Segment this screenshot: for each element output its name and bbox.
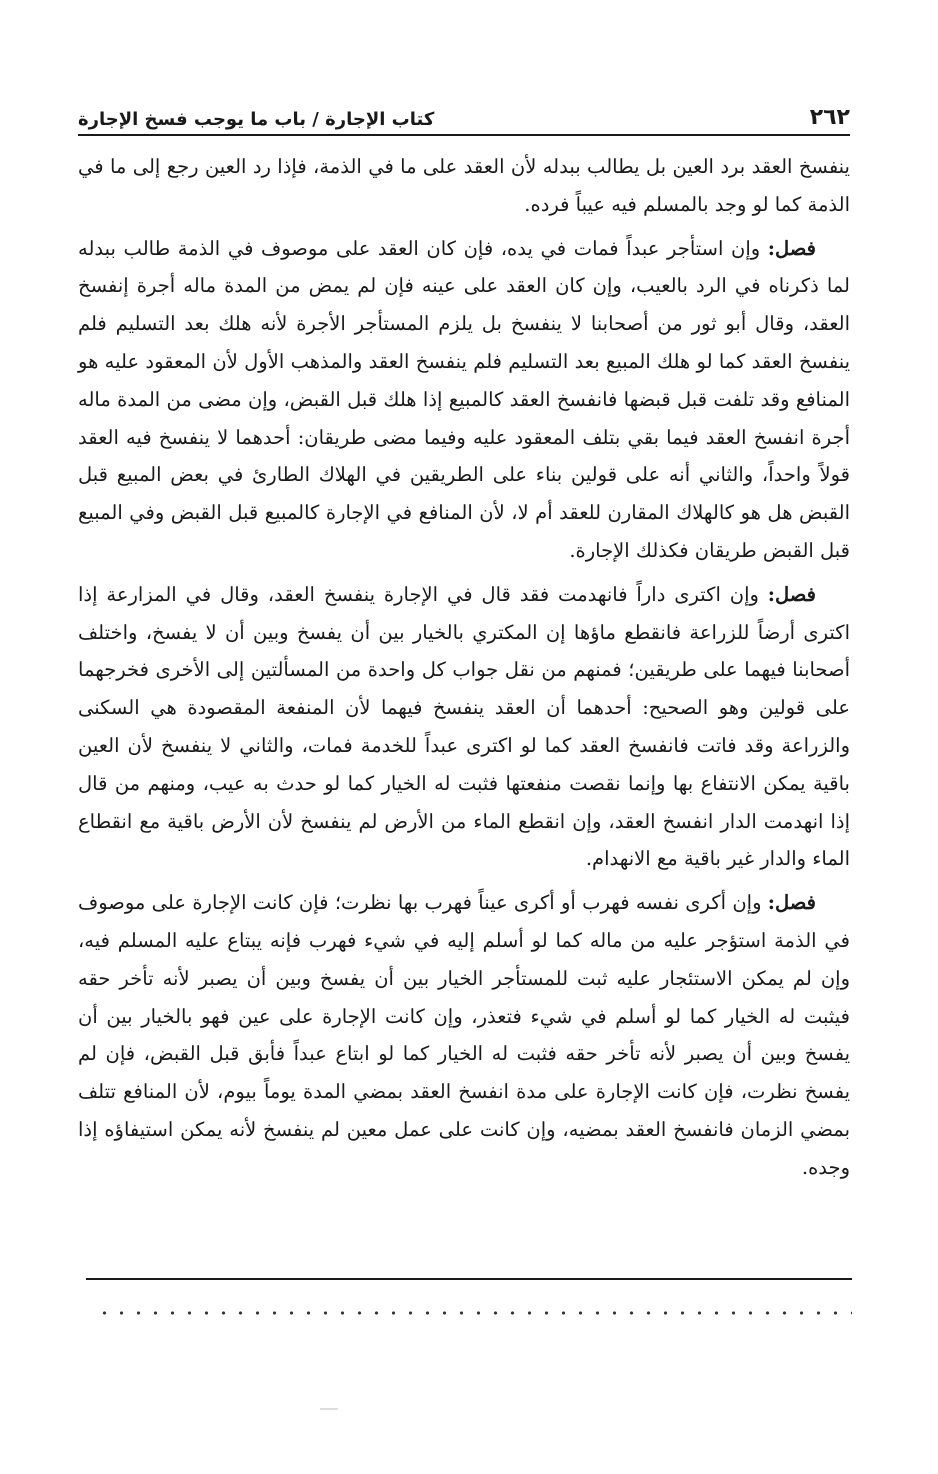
section-label: فصل: xyxy=(767,236,816,260)
section-label: فصل: xyxy=(767,891,816,915)
page-number: ٢٦٢ xyxy=(809,105,850,130)
page-header xyxy=(78,96,850,136)
scan-artifact xyxy=(320,1408,338,1410)
paragraph xyxy=(78,884,850,1186)
paragraph xyxy=(78,576,850,878)
footnote-divider xyxy=(86,1278,852,1280)
running-title: كتاب الإجارة / باب ما يوجب فسخ الإجارة xyxy=(78,109,435,130)
main-text xyxy=(78,148,850,1187)
section-label: فصل: xyxy=(767,582,816,606)
paragraph-text: وإن استأجر عبداً فمات في يده، فإن كان العقد على موصوف في الذمة طالب ببدله لما ذكرناه في الرد بالعيب، وإن كان العقد على عينه فإن لم يمض من المدة ماله أجرة إنفسخ العقد، وقال أبو ثور من أصحابنا لا ينفسخ بل يلزم المستأجر الأجرة لأنه هلك بعد التسليم فلم ينفسخ العقد كما لو هلك المبيع بعد التسليم فلم ينفسخ العقد والمذهب الأول لأن المعقود عليه هو المنافع وقد تلفت قبل قبضها فانفسخ العقد كالمبيع إذا هلك قبل القبض، وإن مضى من المدة ماله أجرة انفسخ العقد فيما بقي بتلف المعقود عليه وفيما مضى طريقان: أحدهما لا ينفسخ فيه العقد قولاً واحداً، والثاني أنه على قولين بناء على الطريقين في الهلاك الطارئ في بعض المبيع قبل القبض هل هو كالهلاك المقارن للعقد أم لا، لأن المنافع في الإجارة كالمبيع قبل القبض وفي المبيع قبل القبض طريقان فكذلك الإجارة. xyxy=(78,236,850,562)
paragraph xyxy=(78,230,850,570)
paragraph-text: وإن اكترى داراً فانهدمت فقد قال في الإجارة ينفسخ العقد، وقال في المزارعة إذا اكترى أرضاً للزراعة فانقطع ماؤها إن المكتري بالخيار بين أن يفسخ وبين أن لا يفسخ، واختلف أصحابنا فيهما على طريقين؛ فمنهم من نقل جواب كل واحدة من المسألتين إلى الأخرى فخرجهما على قولين وهو الصحيح: أحدهما أن العقد ينفسخ فيهما لأن المنفعة المقصودة هي السكنى والزراعة وقد فاتت فانفسخ العقد كما لو اكترى عبداً للخدمة فمات، والثاني لا ينفسخ لأن العين باقية يمكن الانتفاع بها وإنما نقصت منفعتها فثبت له الخيار كما لو حدث به عيب، ومنهم من قال إذا انهدمت الدار انفسخ العقد، وإن انقطع الماء من الأرض لم ينفسخ لأن الأرض باقية مع انقطاع الماء والدار غير باقية مع الانهدام. xyxy=(78,582,850,871)
paragraph xyxy=(78,148,850,224)
paragraph-text: وإن أكرى نفسه فهرب أو أكرى عيناً فهرب بها نظرت؛ فإن كانت الإجارة على موصوف في الذمة استؤجر عليه من ماله كما لو أسلم إليه في شيء فهرب فإنه يبتاع عليه المسلم فيه، وإن لم يمكن الاستئجار عليه ثبت للمستأجر الخيار بين أن يفسخ وبين أن يصبر لأنه تأخر حقه فيثبت له الخيار كما لو أسلم في شيء فتعذر، وإن كانت الإجارة على عين فهو بالخيار بين أن يفسخ وبين أن يصبر لأنه تأخر حقه فثبت له الخيار كما لو ابتاع عبداً فأبق قبل القبض، فإن لم يفسخ نظرت، فإن كانت الإجارة على مدة انفسخ العقد بمضي المدة يوماً بيوم، لأن المنافع تتلف بمضي الزمان فانفسخ العقد بمضيه، وإن كانت على عمل معين لم ينفسخ لأنه يمكن استيفاؤه إذا وجده. xyxy=(78,891,850,1179)
dotted-separator xyxy=(96,1306,852,1320)
paragraph-text: ينفسخ العقد برد العين بل يطالب ببدله لأن العقد على ما في الذمة، فإذا رد العين رجع إلى ما في الذمة كما لو وجد بالمسلم فيه عيباً فرده. xyxy=(78,155,850,216)
